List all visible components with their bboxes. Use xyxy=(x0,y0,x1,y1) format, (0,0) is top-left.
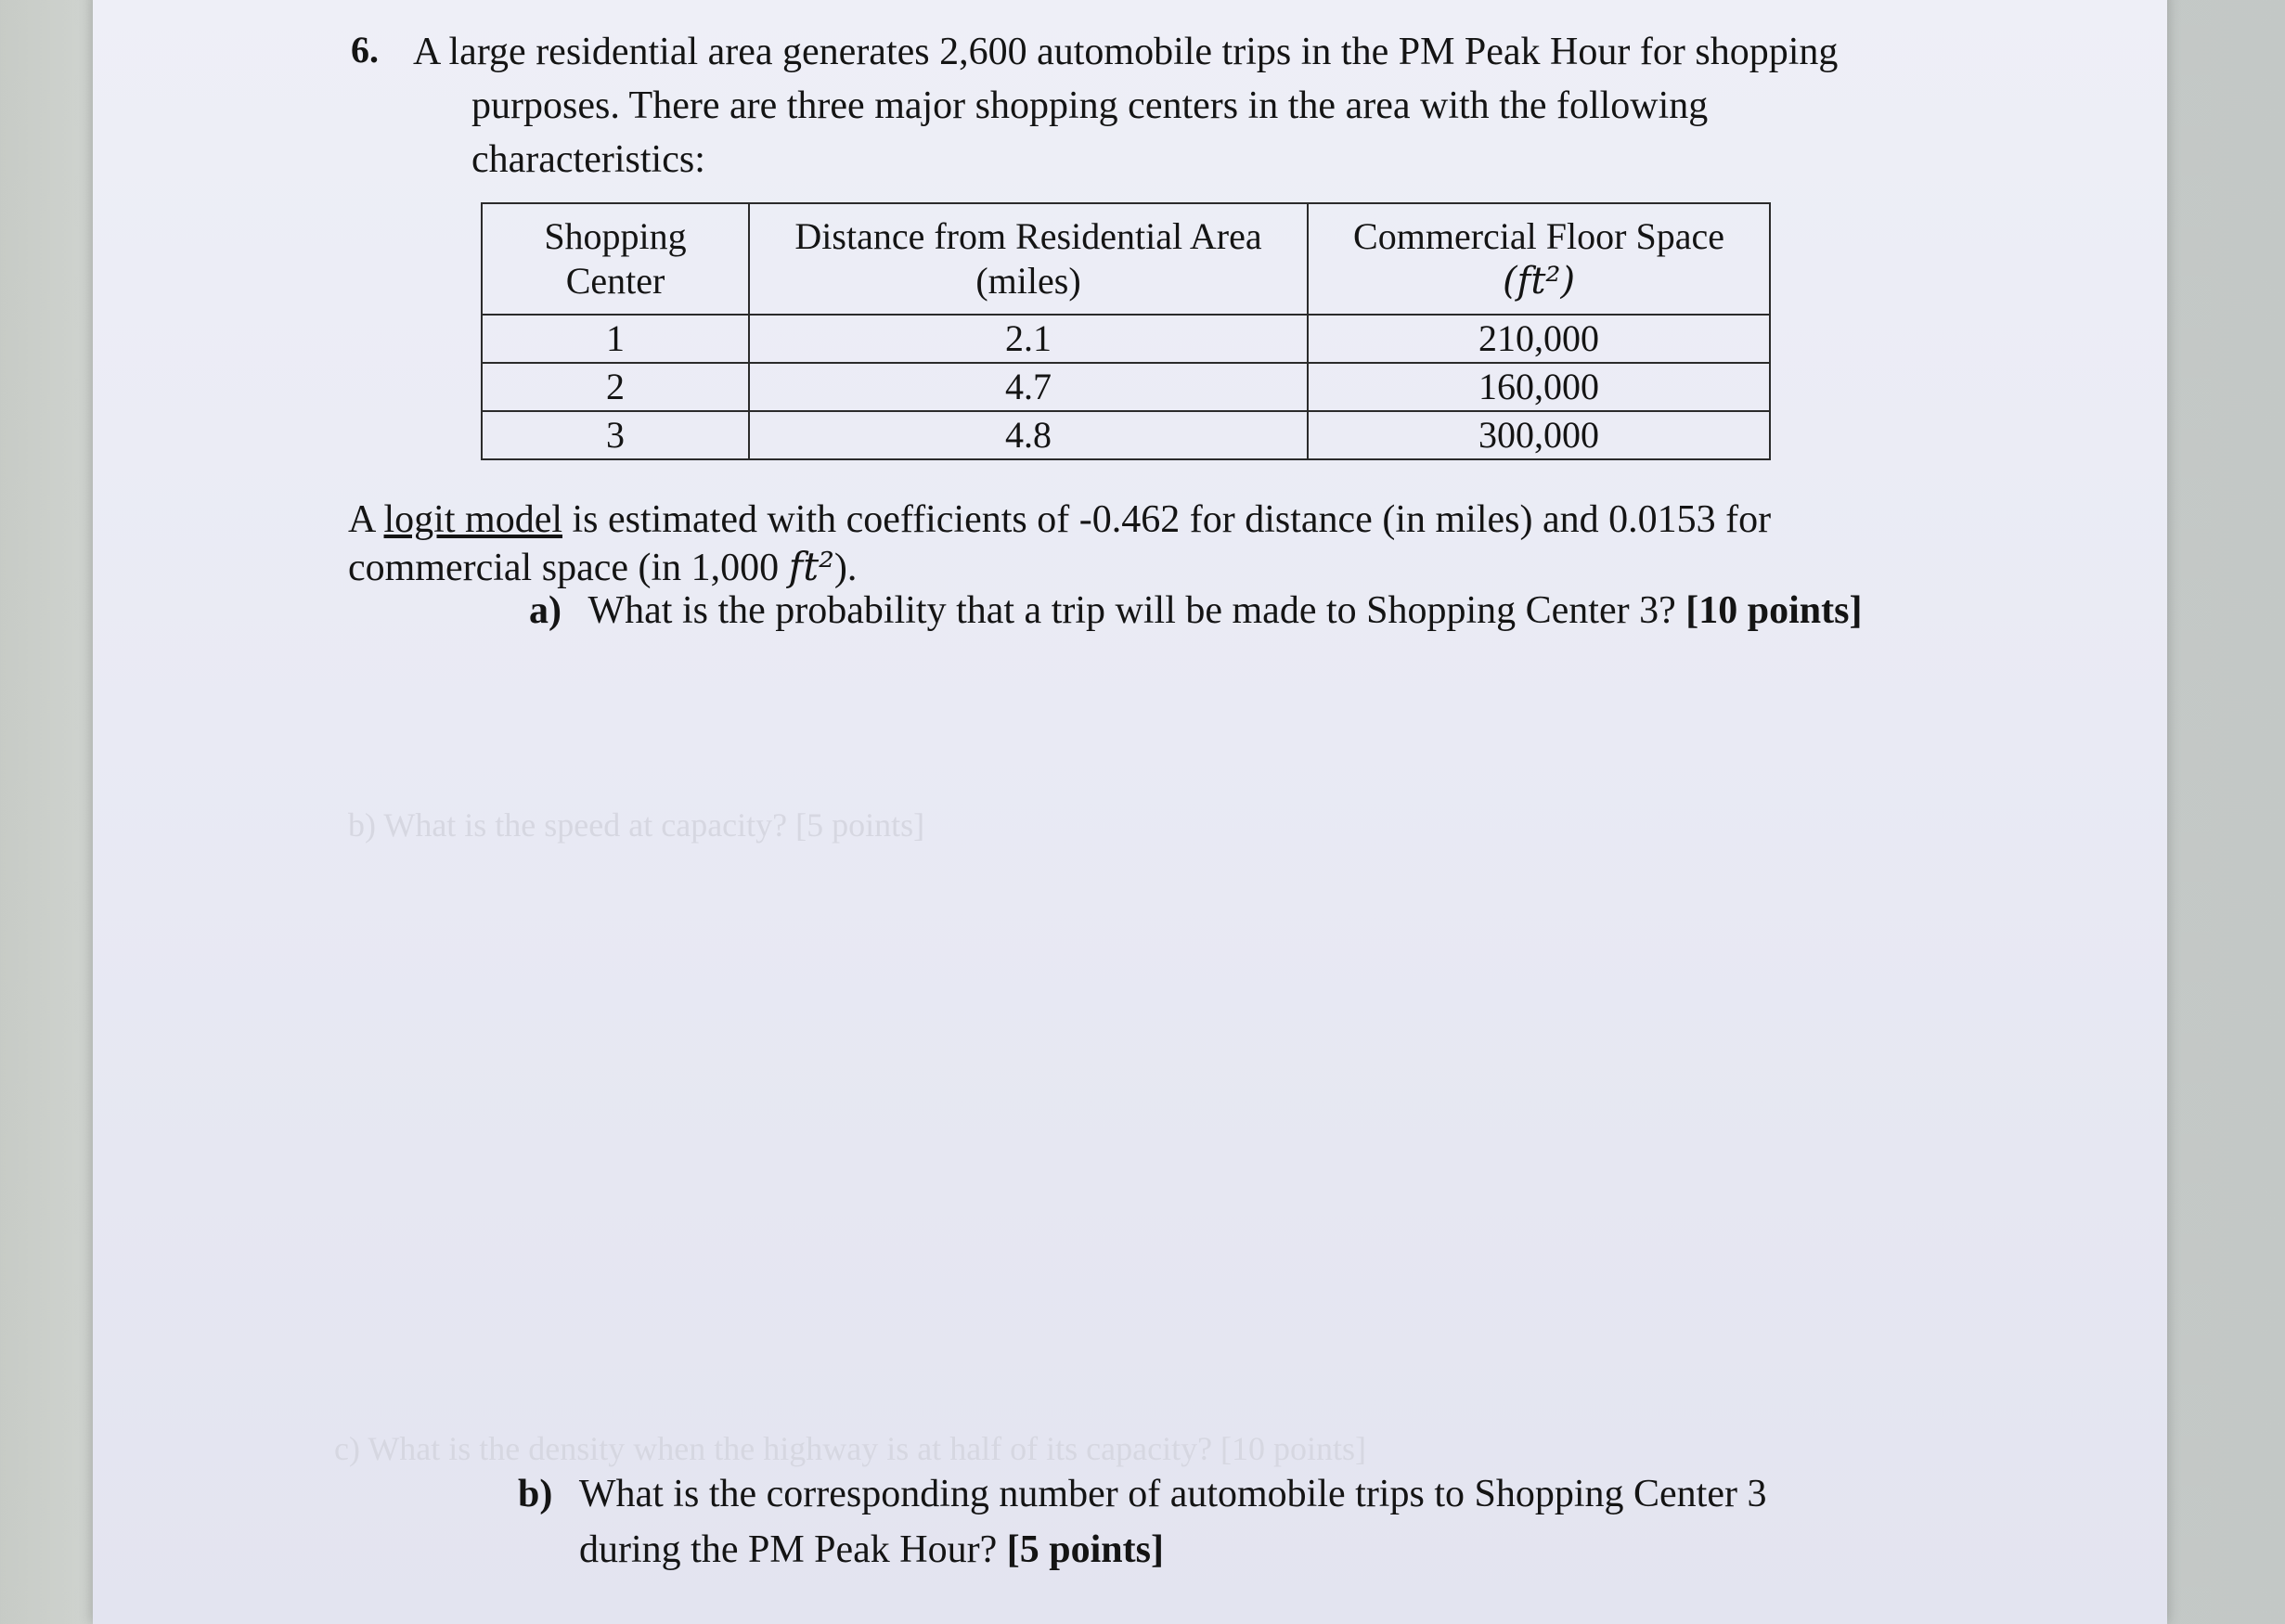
table-cell: 3 xyxy=(482,411,749,459)
table-row xyxy=(482,411,1770,459)
question-line-1: A large residential area generates 2,600 automobile trips in the PM Peak Hour for shopping xyxy=(413,31,1839,73)
logit-unit: ft² xyxy=(788,544,834,589)
table-cell: 1 xyxy=(482,315,749,363)
part-a-text: What is the probability that a trip will be made to Shopping Center 3? xyxy=(587,589,1676,632)
header-distance xyxy=(749,203,1308,315)
table-cell: 2.1 xyxy=(749,315,1308,363)
table-cell: 4.8 xyxy=(749,411,1308,459)
question-number: 6. xyxy=(351,29,379,71)
header-line: (ft²) xyxy=(1502,260,1576,303)
part-b-text-1: What is the corresponding number of automobile trips to Shopping Center 3 xyxy=(578,1473,1767,1515)
table-cell: 160,000 xyxy=(1308,363,1770,411)
header-shopping-center xyxy=(482,203,749,315)
question-line-3: characteristics: xyxy=(471,138,705,181)
header-floor-space xyxy=(1308,203,1770,315)
part-b-text-2: during the PM Peak Hour? xyxy=(579,1528,998,1571)
logit-line-1 xyxy=(348,494,1771,546)
part-b-points: [5 points] xyxy=(1006,1528,1164,1571)
table-row xyxy=(482,315,1770,363)
logit-rest: is estimated with coefficients of -0.462 for distance (in miles) and 0.0153 for xyxy=(562,498,1772,541)
table-cell: 300,000 xyxy=(1308,411,1770,459)
table-cell: 2 xyxy=(482,363,749,411)
header-line: (miles) xyxy=(975,260,1081,302)
part-b-line-2 xyxy=(579,1524,1164,1576)
header-line: Shopping xyxy=(544,215,687,257)
header-line: Center xyxy=(565,260,665,302)
part-b-label: b) xyxy=(518,1473,553,1515)
header-line: Distance from Residential Area xyxy=(794,215,1262,257)
logit-prefix: A xyxy=(348,498,384,541)
logit-line2-prefix: commercial space (in 1,000 xyxy=(348,547,789,589)
part-a-points: [10 points] xyxy=(1685,589,1863,632)
show-through-text-2: c) What is the density when the highway is at half of its capacity? [10 points] xyxy=(334,1430,1367,1467)
table-cell: 4.7 xyxy=(749,363,1308,411)
question-line-2: purposes. There are three major shopping centers in the area with the following xyxy=(471,84,1709,127)
logit-model-term: logit model xyxy=(383,498,563,541)
part-a xyxy=(529,585,1862,637)
part-b-line-1 xyxy=(518,1468,1766,1520)
show-through-text-1: b) What is the speed at capacity? [5 points] xyxy=(348,806,925,844)
part-a-label: a) xyxy=(529,589,562,632)
header-line: Commercial Floor Space xyxy=(1353,215,1724,257)
table-cell: 210,000 xyxy=(1308,315,1770,363)
logit-line2-suffix: ). xyxy=(833,547,858,589)
table-row xyxy=(482,363,1770,411)
shopping-centers-table xyxy=(481,202,1771,460)
table-header-row xyxy=(482,203,1770,315)
